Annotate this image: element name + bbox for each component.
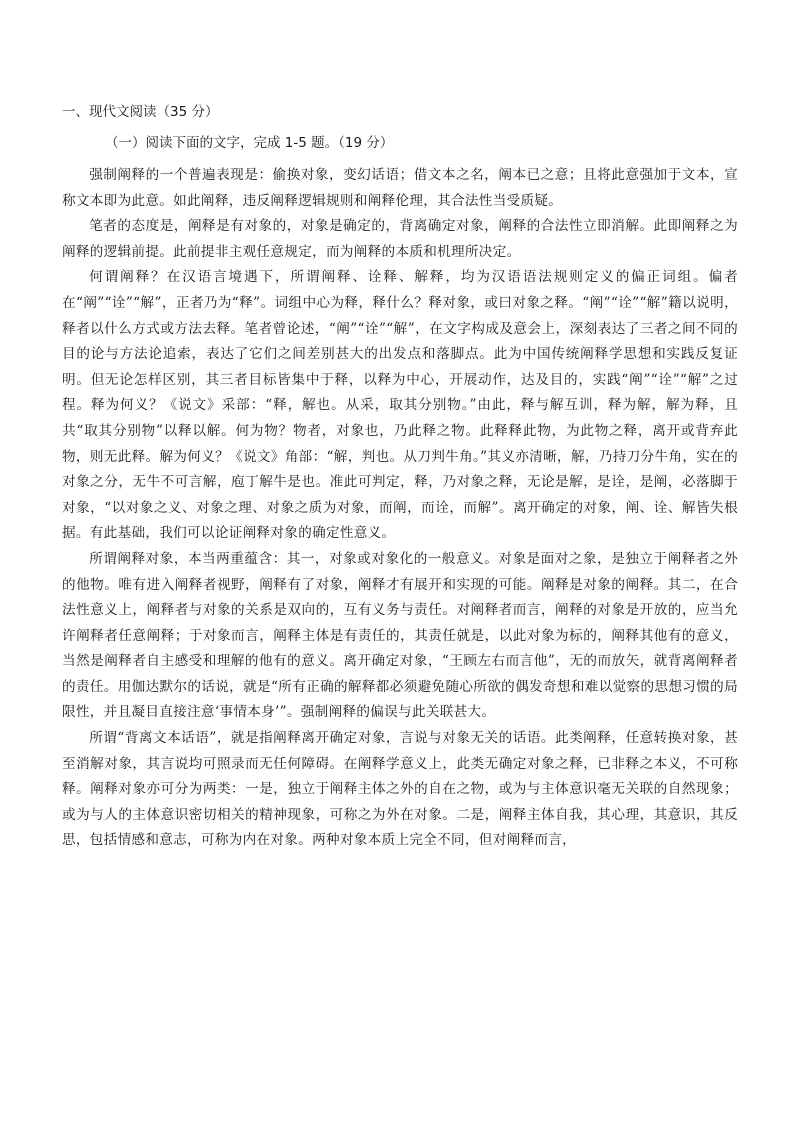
paragraph: 所谓“背离文本话语”，就是指阐释离开确定对象，言说与对象无关的话语。此类阐释，任意转换对象，甚至消解对象，其言说均可照录而无任何障碍。在阐释学意义上，此类无确定对象之释，已非释之本义，不可称释。阐释对象亦可分为两类：一是，独立于阐释主体之外的自在之物，或为与主体意识毫无关联的自然现象；或为与人的主体意识密切相关的精神现象，可称之为外在对象。二是，阐释主体自我，其心理，其意识，其反思，包括情感和意志，可称为内在对象。两种对象本质上完全不同，但对阐释而言， <box>62 730 738 849</box>
paragraph: 强制阐释的一个普遍表现是：偷换对象，变幻话语；借文本之名，阐本已之意；且将此意强加于文本，宣称文本即为此意。如此阐释，违反阐释逻辑规则和阐释伦理，其合法性当受质疑。 <box>62 167 738 209</box>
paragraph: 何谓阐释？在汉语言境遇下，所谓阐释、诠释、解释，均为汉语语法规则定义的偏正词组。偏者在“阐”“诠”“解”，正者乃为“释”。词组中心为释，释什么？释对象，或曰对象之释。“阐”“诠”“解”籍以说明，释者以什么方式或方法去释。笔者曾论述，“阐”“诠”“解”，在文字构成及意会上，深刻表达了三者之间不同的目的论与方法论追索，表达了它们之间差别甚大的出发点和落脚点。此为中国传统阐释学思想和实践反复证明。但无论怎样区别，其三者目标皆集中于释，以释为中心，开展动作，达及目的，实践“阐”“诠”“解”之过程。释为何义？《说文》采部：“释，解也。从采，取其分别物。”由此，释与解互训，释为解，解为释，且共“取其分别物”以释以解。何为物？物者，对象也，乃此释之物。此释释此物，为此物之释，离开或背弃此物，则无此释。解为何义？《说文》角部：“解，判也。从刀判牛角。”其义亦清晰，解，乃持刀分牛角，实在的对象之分，无牛不可言解，庖丁解牛是也。准此可判定，释，乃对象之释，无论是解，是诠，是阐，必落脚于对象，“以对象之义、对象之理、对象之质为对象，而阐，而诠，而解”。离开确定的对象，阐、诠、解皆失根据。有此基础，我们可以论证阐释对象的确定性意义。 <box>62 269 738 542</box>
sub-title: （一）阅读下面的文字，完成 1-5 题。（19 分） <box>105 135 394 151</box>
section-title: 一、现代文阅读（35 分） <box>62 104 219 120</box>
article-body <box>62 163 738 854</box>
paragraph: 笔者的态度是，阐释是有对象的，对象是确定的，背离确定对象，阐释的合法性立即消解。此即阐释之为阐释的逻辑前提。此前提非主观任意规定，而为阐释的本质和机理所决定。 <box>62 218 738 260</box>
paragraph: 所谓阐释对象，本当两重蕴含：其一，对象或对象化的一般意义。对象是面对之象，是独立于阐释者之外的他物。唯有进入阐释者视野，阐释有了对象，阐释才有展开和实现的可能。阐释是对象的阐释。其二，在合法性意义上，阐释者与对象的关系是双向的，互有义务与责任。对阐释者而言，阐释的对象是开放的，应当允许阐释者任意阐释；于对象而言，阐释主体是有责任的，其责任就是，以此对象为标的，阐释其他有的意义，当然是阐释者自主感受和理解的他有的意义。离开确定对象，“王顾左右而言他”，无的而放矢，就背离阐释者的责任。用伽达默尔的话说，就是“所有正确的解释都必须避免随心所欲的偶发奇想和难以觉察的思想习惯的局限性，并且凝目直接注意‘事情本身’”。强制阐释的偏误与此关联甚大。 <box>62 550 738 721</box>
